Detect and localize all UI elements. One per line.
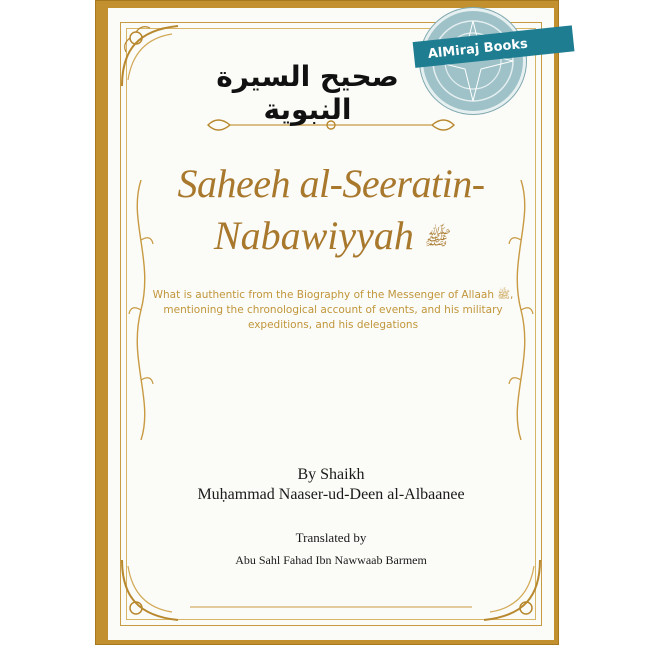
english-title-line-1: Saheeh al-Seeratin- [177,161,485,206]
subtitle: What is authentic from the Biography of the Messenger of Allaah ﷺ, mentioning the chronological account of events, and his military expeditions, and his delegations [152,289,514,331]
author-name: Muḥammad Naaser-ud-Deen al-Albaanee [197,486,465,503]
bottom-border-line [190,604,472,610]
english-title-line-2 [108,212,554,259]
arabic-title: صحيح السيرة النبوية [216,60,399,126]
english-title-line-2-text: Nabawiyyah [213,213,414,258]
publisher-badge-text: AlMiraj Books [427,36,529,62]
honorific-symbol: ﷺ [423,227,449,250]
translator-name: Abu Sahl Fahad Ibn Nawwaab Barmem [235,553,427,567]
byline: By Shaikh [297,466,365,483]
translated-by-label: Translated by [295,530,367,545]
